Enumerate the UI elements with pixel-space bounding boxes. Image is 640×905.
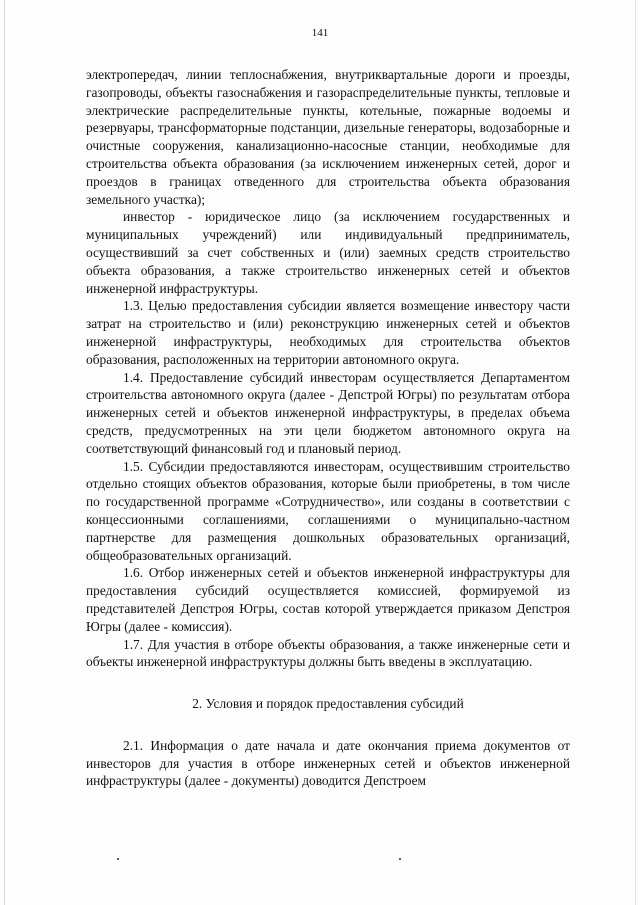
paragraph-2-1: 2.1. Информация о дате начала и дате окончания приема документов от инвесторов для участия в отборе инженерных сетей и объектов инженерной инфраструктуры (далее - документы) доводится Депстроем <box>86 737 570 789</box>
paragraph-continuation: электропередач, линии теплоснабжения, внутриквартальные дороги и проезды, газопроводы, объекты газоснабжения и газораспределительные пункты, тепловые и электрические распределительные пункты, котельные, пожарные водоемы и резервуары, трансформаторные подстанции, дизельные генераторы, водозаборные и очистные сооружения, канализационно-насосные станции, необходимые для строительства объекта образования (за исключением инженерных сетей, дорог и проездов в границах отведенного для строительства объекта образования земельного участка); <box>86 67 570 207</box>
paragraph-investor-definition: инвестор - юридическое лицо (за исключением государственных и муниципальных учреждений) или индивидуальный предприниматель, осуществивший за счет собственных и (или) заемных средств строительство объекта образования, а также строительство инженерных сетей и объектов инженерной инфраструктуры. <box>86 209 570 296</box>
scan-edge-left <box>4 0 5 905</box>
paragraph-1-7: 1.7. Для участия в отборе объекты образования, а также инженерные сети и объекты инженерной инфраструктуры должны быть введены в эксплуатацию. <box>86 636 570 670</box>
document-body <box>86 66 570 790</box>
paragraph-1-4: 1.4. Предоставление субсидий инвесторам осуществляется Департаментом строительства автономного округа (далее - Депстрой Югры) по результатам отбора инженерных сетей и объектов инженерной инфраструктуры, в пределах объема средств, предусмотренных на эти цели бюджетом автономного округа на соответствующий финансовый год и плановый период. <box>86 369 570 456</box>
paragraph-1-6: 1.6. Отбор инженерных сетей и объектов инженерной инфраструктуры для предоставления субсидий осуществляется комиссией, формируемой из представителей Депстроя Югры, состав которой утверждается приказом Депстроя Югры (далее - комиссия). <box>86 565 570 634</box>
scan-edge-right <box>635 0 636 905</box>
paragraph-1-3: 1.3. Целью предоставления субсидии является возмещение инвестору части затрат на строительство и (или) реконструкцию инженерных сетей и объектов инженерной инфраструктуры, необходимых для строительства объектов образования, расположенных на территории автономного округа. <box>86 298 570 367</box>
page-number: 141 <box>311 27 329 39</box>
scan-speck <box>399 858 401 860</box>
paragraph-1-5: 1.5. Субсидии предоставляются инвесторам, осуществившим строительство отдельно стоящих объектов образования, которые были приобретены, в том числе по государственной программе «Сотрудничество», или созданы в соответствии с концессионными соглашениями, соглашениями о муниципально-частном партнерстве для размещения дошкольных образовательных организаций, общеобразовательных организаций. <box>86 458 570 563</box>
section-heading: 2. Условия и порядок предоставления субсидий <box>192 696 464 712</box>
scan-speck <box>117 858 119 860</box>
